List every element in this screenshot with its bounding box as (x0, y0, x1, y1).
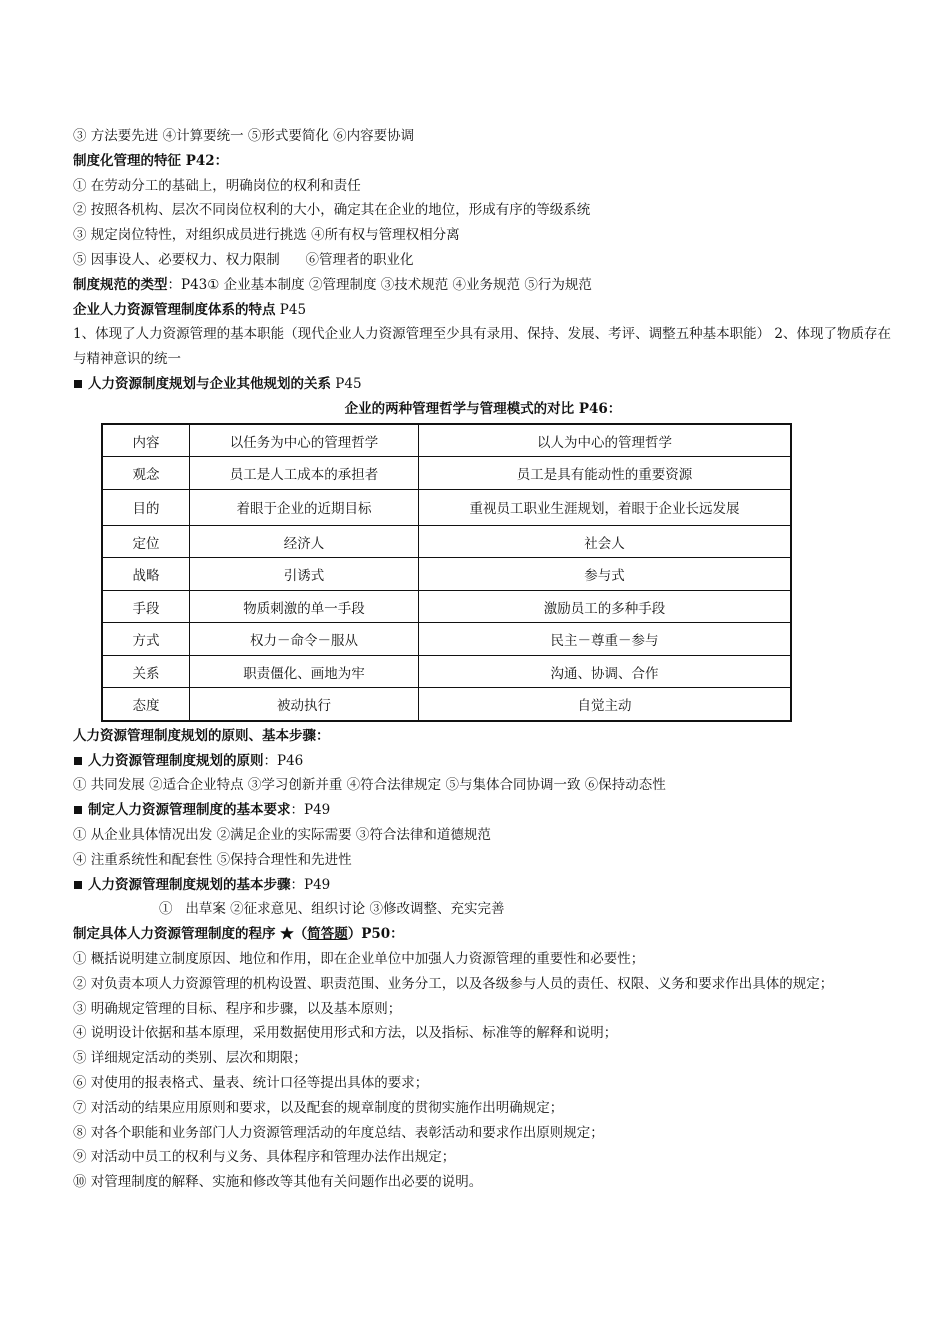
procedure-item: ⑥ 对使用的报表格式、量表、统计口径等提出具体的要求； (73, 1074, 429, 1091)
table-row (102, 525, 791, 558)
table-cell: 员工是人工成本的承担者 (190, 457, 419, 490)
principles-rest: ：P46 (263, 752, 304, 769)
steps-subheading (73, 873, 893, 898)
square-bullet-icon (74, 881, 82, 889)
table-caption: 企业的两种管理哲学与管理模式的对比 P46： (344, 400, 622, 417)
types-rest: ：P43① 企业基本制度 ②管理制度 ③技术规范 ④业务规范 ⑤行为规范 (167, 276, 592, 293)
table-cell: 民主－尊重－参与 (419, 623, 792, 656)
requirements-line: ④ 注重系统性和配套性 ⑤保持合理性和先进性 (73, 851, 352, 868)
principles-label: 人力资源管理制度规划的原则 (88, 752, 264, 769)
table-row (102, 623, 791, 656)
table-cell: 被动执行 (190, 688, 419, 721)
square-bullet-icon (74, 757, 82, 765)
steps-label: 人力资源管理制度规划的基本步骤 (88, 876, 291, 893)
features-text: 1、体现了人力资源管理的基本职能（现代企业人力资源管理至少具有录用、保持、发展、考评、调整五种基本职能） 2、体现了物质存在与精神意识的统一 (73, 326, 891, 368)
table-cell: 着眼于企业的近期目标 (190, 489, 419, 525)
steps-text: ① 出草案 ②征求意见、组织讨论 ③修改调整、充实完善 (159, 901, 505, 918)
procedure-heading-post: ）P50： (347, 926, 404, 943)
text-line: ① 在劳动分工的基础上，明确岗位的权利和责任 (73, 177, 361, 194)
table-cell: 观念 (102, 457, 190, 490)
table-cell: 职责僵化、画地为牢 (190, 655, 419, 688)
procedure-item: ③ 明确规定管理的目标、程序和步骤，以及基本原则； (73, 1000, 402, 1017)
principles-heading: 人力资源管理制度规划的原则、基本步骤： (73, 727, 330, 744)
procedure-item: ① 概括说明建立制度原因、地位和作用，即在企业单位中加强人力资源管理的重要性和必要性； (73, 950, 645, 967)
table-cell: 重视员工职业生涯规划，着眼于企业长远发展 (419, 489, 792, 525)
comparison-table (101, 423, 792, 722)
requirements-line: ① 从企业具体情况出发 ②满足企业的实际需要 ③符合法律和道德规范 (73, 826, 491, 843)
table-row (102, 457, 791, 490)
text-line: ③ 规定岗位特性，对组织成员进行挑选 ④所有权与管理权相分离 (73, 227, 460, 244)
procedure-heading (73, 922, 893, 947)
table-cell: 社会人 (419, 525, 792, 558)
features-label: 企业人力资源管理制度体系的特点 (73, 301, 276, 318)
table-header-cell: 以任务为中心的管理哲学 (190, 424, 419, 457)
procedure-heading-underlined: 简答题 (307, 926, 348, 943)
procedure-item: ⑤ 详细规定活动的类别、层次和期限； (73, 1050, 307, 1067)
table-cell: 定位 (102, 525, 190, 558)
table-row (102, 489, 791, 525)
relation-heading (73, 372, 893, 397)
procedure-item: ⑩ 对管理制度的解释、实施和修改等其他有关问题作出必要的说明。 (73, 1174, 483, 1191)
table-cell: 权力－命令－服从 (190, 623, 419, 656)
table-cell: 员工是具有能动性的重要资源 (419, 457, 792, 490)
table-cell: 目的 (102, 489, 190, 525)
table-cell: 物质刺激的单一手段 (190, 590, 419, 623)
table-cell: 引诱式 (190, 558, 419, 591)
section-heading: 制度化管理的特征 P42： (73, 152, 229, 169)
document-page (73, 124, 893, 1195)
procedure-item: ⑨ 对活动中员工的权利与义务、具体程序和管理办法作出规定； (73, 1149, 456, 1166)
square-bullet-icon (74, 380, 82, 388)
table-row (102, 655, 791, 688)
procedure-item: ⑦ 对活动的结果应用原则和要求，以及配套的规章制度的贯彻实施作出明确规定； (73, 1099, 564, 1116)
types-label: 制度规范的类型 (73, 276, 168, 293)
procedure-item: ④ 说明设计依据和基本原理，采用数据使用形式和方法，以及指标、标准等的解释和说明； (73, 1025, 618, 1042)
principles-text: ① 共同发展 ②适合企业特点 ③学习创新并重 ④符合法律规定 ⑤与集体合同协调一致 ⑥保持动态性 (73, 777, 666, 794)
table-cell: 沟通、协调、合作 (419, 655, 792, 688)
table-row (102, 590, 791, 623)
table-cell: 战略 (102, 558, 190, 591)
table-cell: 态度 (102, 688, 190, 721)
requirements-label: 制定人力资源管理制度的基本要求 (88, 802, 291, 819)
table-cell: 手段 (102, 590, 190, 623)
requirements-rest: ：P49 (290, 802, 331, 819)
table-cell: 自觉主动 (419, 688, 792, 721)
procedure-item: ② 对负责本项人力资源管理的机构设置、职责范围、业务分工，以及各级参与人员的责任、权限、义务和要求作出具体的规定； (73, 975, 834, 992)
features-rest: P45 (275, 301, 307, 318)
table-header-row (102, 424, 791, 457)
table-cell: 方式 (102, 623, 190, 656)
procedure-item: ⑧ 对各个职能和业务部门人力资源管理活动的年度总结、表彰活动和要求作出原则规定； (73, 1124, 604, 1141)
types-line (73, 273, 893, 298)
table-header-cell: 以人为中心的管理哲学 (419, 424, 792, 457)
table-header-cell: 内容 (102, 424, 190, 457)
table-cell: 经济人 (190, 525, 419, 558)
principles-subheading (73, 749, 893, 774)
procedure-heading-pre: 制定具体人力资源管理制度的程序 ★（ (73, 926, 308, 943)
table-cell: 激励员工的多种手段 (419, 590, 792, 623)
features-heading (73, 298, 893, 323)
table-row (102, 558, 791, 591)
text-line: ③ 方法要先进 ④计算要统一 ⑤形式要简化 ⑥内容要协调 (73, 128, 415, 144)
relation-rest: P45 (331, 375, 362, 392)
table-cell: 参与式 (419, 558, 792, 591)
table-cell: 关系 (102, 655, 190, 688)
relation-label: 人力资源制度规划与企业其他规划的关系 (88, 375, 331, 392)
text-line: ⑤ 因事设人、必要权力、权力限制 ⑥管理者的职业化 (73, 251, 414, 268)
steps-rest: ：P49 (290, 876, 331, 893)
requirements-subheading (73, 798, 893, 823)
table-row (102, 688, 791, 721)
text-line: ② 按照各机构、层次不同岗位权利的大小，确定其在企业的地位，形成有序的等级系统 (73, 202, 591, 219)
square-bullet-icon (74, 806, 82, 814)
